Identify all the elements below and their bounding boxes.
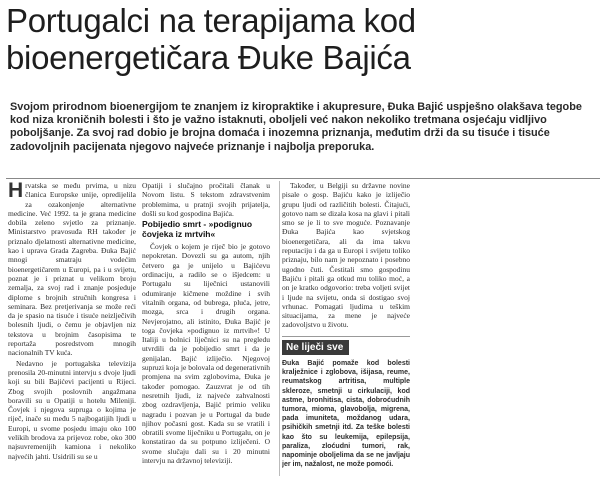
sidebar-text: Đuka Bajić pomaže kod bolesti kralježnice i zglobova, išijasa, reume, reumatskog artritisa, multiple skleroze, smetnji u cirkulaciji, kod astme, bronhitisa, cista, dobroćudnih tumora, mioma, glavobolja, migrena, pada imuniteta, moždanog udara, psihičkih smetnji itd. Za teške bolesti kao što su leukemija, epilepsija, paraliza, zloćudni tumori, rak, napominje oboljelima da se ne javljaju jer im, nažalost, ne može pomoći. xyxy=(282,360,410,469)
column-2 xyxy=(142,181,270,476)
sidebar-box xyxy=(282,336,410,477)
column-2-paragraph-2: Čovjek o kojem je riječ bio je gotovo nepokretan. Dovezli su ga autom, njih četvero ga je unijelo u Bajićevu ordinaciju, a radilo se o išjedcem: u Portugalu su liječnici ustanovili odumiranje kičmene moždine i svih vitalnih organa, od bubrega, pluća, jetre, mozga, srca i drugih organa. Nevjerojatno, ali istinito, Đuka Bajić je toga čovjeka »podignuo iz mrtvih«! U Italiji u bolnici liječnici su na pregledu utvrdili da je pobijedio smrt i da je genijalan. Bajić izliječio. Njegovoj supruzi koja je bolovala od degenerativnih promjena na svim zglobovima, Đuka je također pomogao. Zauzvrat je od tih nesretnih ljudi, iz najveće zahvalnosti zbog ozdravljenja, Bajić primio veliku nagradu i pozvan je u Portugal da bude njihov počasni gost. Kada su se vratili i obratili svome liječniku u Portugalu, on je konstatirao da su potpuno izliječeni. O svome slučaju dali su i 20 minutni intervju na državnoj televiziji. xyxy=(142,242,270,466)
column-1-paragraph-1-text: rvatska se među prvima, u nizu članica Europske unije, opredijelila za ozakonjenje alternativne medicine. Već 1992. ta je grana medicine dobila zeleno svjetlo za priznanje. Ministarstvo pravosuđa RH također je priznalo djelatnosti alternativne medicine, kao i uprava Grada Zagreba. Đuka Bajić mnogi smatraju vodećim bioenergetičarem u Europi, pa i u svijetu, poznat je i priznat u velikom broju zemalja, za svoj rad i znanje posjeduje diplome s brojnih stručnih kongresa i seminara. Bez pretjerivanja se može reći da je spasio na tisuće i tisuće neizlječivih bolesnih ljudi, o čemu je objavljen niz tekstova u brojnim časopisima te reportaža posredstvom mnogih nacionalnih TV kuća. xyxy=(8,181,136,358)
section-divider xyxy=(6,178,600,179)
column-1-paragraph-1 xyxy=(8,181,136,358)
headline-line-2: bioenergetičara Đuke Bajića xyxy=(6,39,411,76)
column-1 xyxy=(8,181,136,471)
drop-cap: H xyxy=(8,181,24,202)
headline xyxy=(6,2,600,76)
column-fold-line xyxy=(279,181,280,476)
column-1-paragraph-2: Nedavno je portugalska televizija prenosila 20-minutni intervju s dvoje ljudi koji su bili Bajićevi pacijenti u Rijeci. Zbog svojih poslovnih angažmana boravili su u Opatiji u hotelu Mileniji. Čovjek i njegova supruga o kojima je riječ, inače su među 5 najbogatijih ljudi u Europi, u svome posjedu imaju oko 100 velikih brodova za prijevoz robe, oko 300 najsuvremenijih kamiona i nekoliko najvećih jahti. Usidrili su se u xyxy=(8,358,136,461)
headline-line-1: Portugalci na terapijama kod xyxy=(6,2,416,39)
column-2-subheading: Pobijedio smrt - »podignuo čovjeka iz mrtvih« xyxy=(142,219,253,240)
column-2-paragraph-1: Opatiji i slučajno pročitali članak u Novom listu. S tekstom zdravstvenim problemima, u pratnji svojih prijatelja, došli su kod gospodina Bajića. xyxy=(142,181,270,218)
column-3 xyxy=(282,181,410,333)
column-3-paragraph-1: Također, u Belgiji su državne novine pisale o gosp. Bajiću kako je izliječio grupu ljudi od različitih bolesti. Čitajući, gotovo nam se dizala kosa na glavi i pitali smo se je li to sve moguće. Poznavanje Đuka Bajića kao svjetskog bioenergetičara, ali da ima takvu reputaciju i da ga u Europi i svijetu toliko priznaju, bilo nam je nepoznato i posebno ugodno čuti. Čestitali smo gospodinu Bajiću i pitali ga otkud mu toliko moć, a on je kratko odgovorio: treba voljeti svijet i ljude na svijetu, onda si dostigao svoj vrhunac. Pomagati ljudima u teškim situacijama, za mene je najveće zadovoljstvo u životu. xyxy=(282,181,410,330)
sidebar-title: Ne liječi sve xyxy=(282,340,349,355)
lead-paragraph: Svojom prirodnom bioenergijom te znanjem iz kiropraktike i akupresure, Đuka Bajić uspješno olakšava tegobe kod niza kroničnih bolesti i što je važno istaknuti, oboljeli već nakon nekoliko tretmana osjećaju vidljivo poboljšanje. Za svoj rad dobio je brojna domaća i inozemna priznanja, međutim drži da su tisuće i tisuće zadovoljnih pacijenata njegovo najveće priznanje i najbolja preporuka. xyxy=(10,101,582,153)
